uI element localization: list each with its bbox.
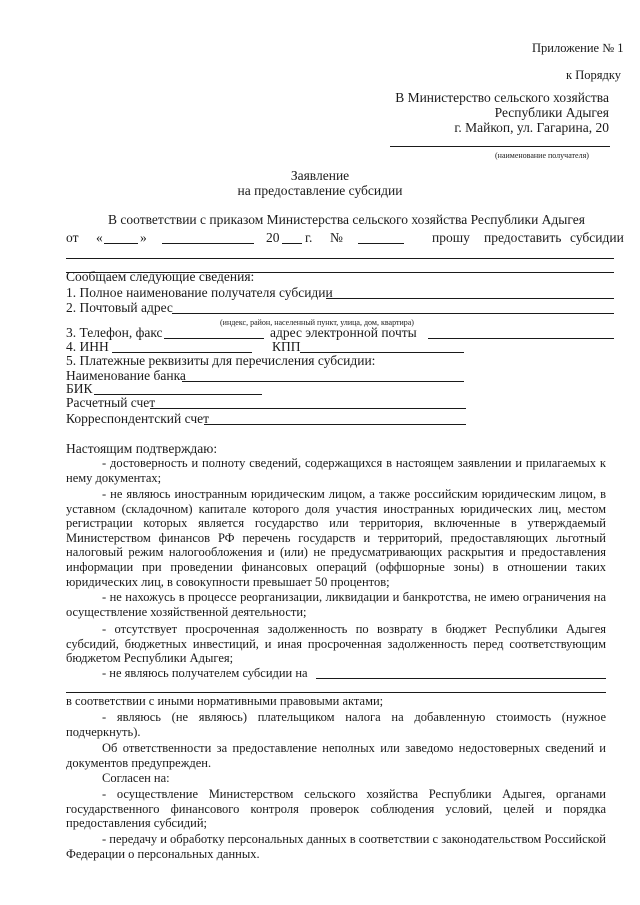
bik-label: БИК (66, 381, 93, 396)
subsidy-name-field-1[interactable] (316, 678, 606, 679)
info-heading: Сообщаем следующие сведения: (66, 269, 255, 284)
order-ref-label: к Порядку (566, 68, 621, 82)
confirm-paragraph-reorganization: - не нахожусь в процессе реорганизации, ликвидации и банкротства, не имею ограничения на осуществление хозяйственной деятельности; (66, 590, 606, 619)
year-suffix: г. (305, 230, 313, 245)
account-label: Расчетный счет (66, 395, 156, 410)
year-prefix: 20 (266, 230, 280, 245)
quote-close: » (140, 230, 147, 245)
item-postal-address-label: 2. Почтовый адрес (66, 300, 173, 315)
item-inn-label: 4. ИНН (66, 339, 109, 354)
email-field[interactable] (428, 338, 614, 339)
item-full-name-label: 1. Полное наименование получателя субсидии (66, 285, 333, 300)
day-line[interactable] (104, 243, 138, 244)
subsidy-name-field-2[interactable] (66, 692, 606, 693)
intro-from: от (66, 230, 79, 245)
confirm-paragraph-debt: - отсутствует просроченная задолженность по возврату в бюджет Республики Адыгея субсидий, бюджетных инвестиций, и иная просроченная задолженность перед соответствующим бюджетом Республики Адыгея; (66, 622, 606, 666)
provide-word: предоставить (484, 230, 562, 245)
agree-paragraph-personal-data: - передачу и обработку персональных данных в соответствии с законодательством Российской Федерации о персональных данных. (66, 832, 606, 861)
order-number-line[interactable] (358, 243, 404, 244)
account-field[interactable] (150, 408, 466, 409)
document-subtitle: на предоставление субсидии (237, 183, 403, 198)
responsibility-paragraph: Об ответственности за предоставление неполных или заведомо недостоверных сведений и документов предупрежден. (66, 741, 606, 770)
kpp-label: КПП (272, 339, 301, 354)
phone-fax-field[interactable] (164, 338, 264, 339)
addressee-line2: Республики Адыгея (494, 105, 609, 120)
quote-open: « (96, 230, 103, 245)
bank-name-field[interactable] (182, 381, 464, 382)
addressee-line3: г. Майкоп, ул. Гагарина, 20 (454, 120, 609, 135)
corr-account-field[interactable] (204, 424, 466, 425)
address-caption: (индекс, район, населенный пункт, улица, дом, квартира) (220, 318, 414, 327)
addressee-line1: В Министерство сельского хозяйства (395, 90, 609, 105)
confirm-paragraph-not-recipient: - не являюсь получателем субсидии на (102, 666, 308, 680)
agree-paragraph-inspections: - осуществление Министерством сельского хозяйства Республики Адыгея, органами государственного финансового контроля проверок соблюдения условий, целей и порядка предоставления субсидий; (66, 787, 606, 831)
request-word: прошу (432, 230, 470, 245)
appendix-label: Приложение № 1 (532, 41, 624, 55)
confirm-paragraph-vat: - являюсь (не являюсь) плательщиком налога на добавленную стоимость (нужное подчеркнуть). (66, 710, 606, 739)
item-phone-label: 3. Телефон, факс (66, 325, 163, 340)
subsidy-word: субсидии (570, 230, 624, 245)
month-line[interactable] (162, 243, 254, 244)
bank-name-label: Наименование банка (66, 368, 186, 383)
order-number-sign: № (330, 230, 343, 245)
confirm-paragraph-foreign-entity: - не являюсь иностранным юридическим лицом, а также российским юридическим лицом, в уставном (складочном) капитале которого доля участия иностранных юридических лиц, местом регистрации которых является государство или территория, включенные в утверждаемый Министерством финансов РФ перечень государств и территорий, предоставляющих льготный налоговый режим налогообложения и (или) не предусматривающих раскрытия и предоставления информации при проведении финансовых операций (оффшорные зоны) в отношении таких юридических лиц, в совокупности превышает 50 процентов; (66, 487, 606, 589)
item-payment-details-label: 5. Платежные реквизиты для перечисления субсидии: (66, 353, 376, 368)
corr-account-label: Корреспондентский счет (66, 411, 210, 426)
agree-heading: Согласен на: (102, 771, 170, 785)
recipient-caption: (наименование получателя) (495, 151, 589, 160)
year-line[interactable] (282, 243, 302, 244)
confirm-paragraph-regulations: в соответствии с иными нормативными правовыми актами; (66, 694, 384, 708)
email-label: адрес электронной почты (270, 325, 417, 340)
confirm-heading: Настоящим подтверждаю: (66, 441, 218, 456)
confirm-paragraph-accuracy: - достоверность и полноту сведений, содержащихся в настоящем заявлении и прилагаемых к нему документах; (66, 456, 606, 485)
subsidy-purpose-line-1[interactable] (66, 258, 614, 259)
full-name-field[interactable] (326, 298, 614, 299)
postal-address-field[interactable] (172, 313, 614, 314)
recipient-name-line[interactable] (390, 146, 610, 147)
intro-line: В соответствии с приказом Министерства сельского хозяйства Республики Адыгея (108, 212, 585, 227)
document-title: Заявление (290, 168, 350, 183)
